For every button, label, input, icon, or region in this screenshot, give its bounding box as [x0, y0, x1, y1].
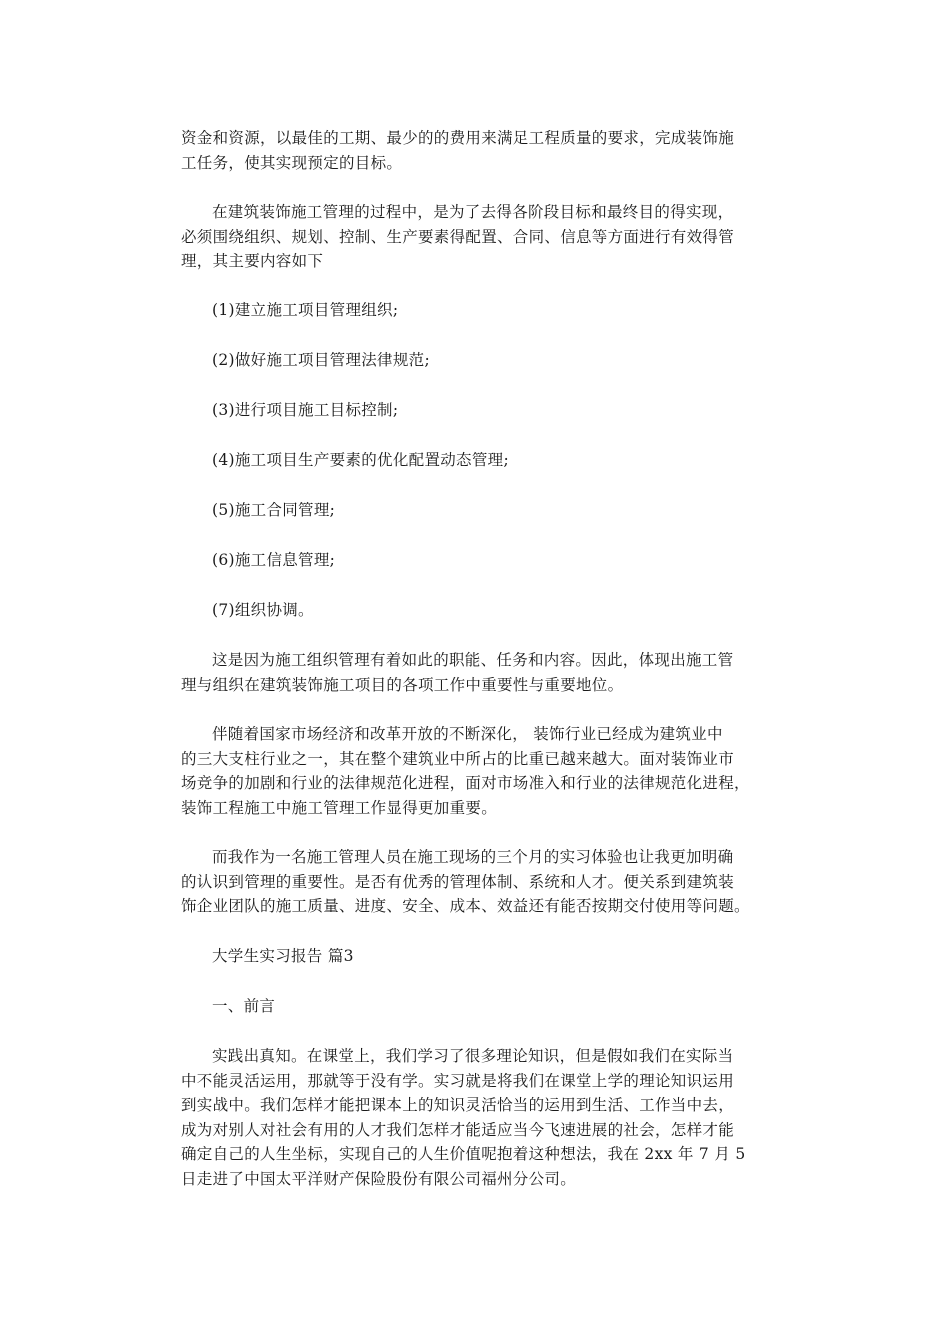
text-line: 资金和资源，以最佳的工期、最少的的费用来满足工程质量的要求，完成装饰施 — [181, 129, 735, 147]
text-line: 饰企业团队的施工质量、进度、安全、成本、效益还有能否按期交付使用等问题。 — [181, 897, 750, 915]
text-line: 理，其主要内容如下 — [181, 252, 324, 270]
text-line: 确定自己的人生坐标，实现自己的人生价值呢抱着这种想法，我在 2xx 年 7 月 5 — [181, 1145, 746, 1163]
text-line: 工任务，使其实现预定的目标。 — [181, 153, 403, 172]
list-item-1 — [181, 298, 812, 323]
paragraph-6 — [181, 1044, 781, 1191]
text-line: 伴随着国家市场经济和改革开放的不断深化， 装饰行业已经成为建筑业中 — [212, 725, 723, 743]
text-line: 的三大支柱行业之一，其在整个建筑业中所占的比重已越来越大。面对装饰业市 — [181, 749, 735, 768]
text-line: 实践出真知。在课堂上，我们学习了很多理论知识，但是假如我们在实际当 — [212, 1047, 734, 1065]
text-line: 装饰工程施工中施工管理工作显得更加重要。 — [181, 798, 498, 817]
paragraph-1 — [181, 126, 781, 175]
section-heading — [181, 944, 812, 969]
list-item: (6)施工信息管理; — [212, 551, 336, 569]
text-line: 的认识到管理的重要性。是否有优秀的管理体制、系统和人才。便关系到建筑装 — [181, 872, 735, 891]
heading-text: 一、前言 — [212, 997, 276, 1015]
paragraph-5 — [181, 845, 781, 919]
list-item: (1)建立施工项目管理组织; — [212, 301, 399, 319]
list-item: (3)进行项目施工目标控制; — [212, 401, 399, 419]
text-line: 理与组织在建筑装饰施工项目的各项工作中重要性与重要地位。 — [181, 675, 624, 694]
list-item-7 — [181, 598, 812, 623]
text-line: 这是因为施工组织管理有着如此的职能、任务和内容。因此，体现出施工管 — [212, 651, 734, 669]
subsection-heading — [181, 994, 812, 1019]
text-line: 场竞争的加剧和行业的法律规范化进程，面对市场准入和行业的法律规范化进程， — [181, 774, 750, 792]
list-item-4 — [181, 448, 812, 473]
text-line: 中不能灵活运用，那就等于没有学。实习就是将我们在课堂上学的理论知识运用 — [181, 1071, 735, 1090]
heading-text: 大学生实习报告 篇3 — [212, 947, 354, 965]
paragraph-2 — [181, 200, 781, 274]
text-line: 必须围绕组织、规划、控制、生产要素得配置、合同、信息等方面进行有效得管 — [181, 227, 735, 246]
list-item-3 — [181, 398, 812, 423]
list-item-5 — [181, 498, 812, 523]
text-line: 到实战中。我们怎样才能把课本上的知识灵活恰当的运用到生活、工作当中去， — [181, 1096, 735, 1114]
text-line: 在建筑装饰施工管理的过程中，是为了去得各阶段目标和最终目的得实现， — [212, 203, 734, 221]
list-item: (2)做好施工项目管理法律规范; — [212, 351, 430, 369]
text-line: 而我作为一名施工管理人员在施工现场的三个月的实习体验也让我更加明确 — [212, 848, 734, 866]
list-item: (5)施工合同管理; — [212, 501, 336, 519]
paragraph-4 — [181, 722, 781, 820]
list-item-6 — [181, 548, 812, 573]
list-item: (7)组织协调。 — [212, 601, 314, 619]
paragraph-3 — [181, 648, 781, 697]
text-line: 成为对别人对社会有用的人才我们怎样才能适应当今飞速进展的社会，怎样才能 — [181, 1120, 735, 1139]
text-line: 日走进了中国太平洋财产保险股份有限公司福州分公司。 — [181, 1169, 577, 1188]
list-item-2 — [181, 348, 812, 373]
list-item: (4)施工项目生产要素的优化配置动态管理; — [212, 451, 509, 469]
